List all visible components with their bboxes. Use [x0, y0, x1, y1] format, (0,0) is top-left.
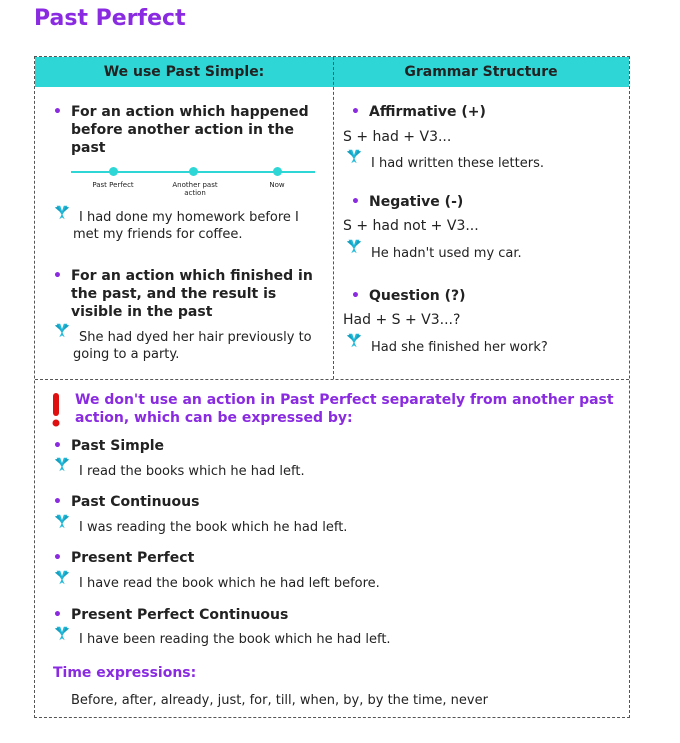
bird-icon — [345, 237, 363, 255]
affirmative-example: I had written these letters. — [371, 156, 544, 171]
affirmative-formula: S + had + V3... — [343, 129, 452, 145]
grammar-table — [34, 56, 630, 718]
bird-icon — [53, 321, 71, 339]
time-expressions-title: Time expressions: — [53, 665, 197, 681]
timeline-label-past-perfect: Past Perfect — [92, 181, 134, 189]
question-example: Had she finished her work? — [371, 340, 548, 355]
warning-text: We don't use an action in Past Perfect separately from another past action, which can be expressed by: — [75, 392, 614, 426]
tense-present-perfect: • Present Perfect — [71, 549, 194, 567]
row-divider — [35, 379, 629, 380]
tense-example-past-simple: I read the books which he had left. — [79, 464, 305, 479]
negative-example: He hadn't used my car. — [371, 246, 522, 261]
timeline-dot-past-perfect — [109, 167, 118, 176]
column-divider — [333, 57, 334, 379]
page-title: Past Perfect — [34, 6, 186, 31]
bird-icon — [53, 203, 71, 221]
use-2: • For an action which finished in the past, and the result is visible in the past — [71, 267, 321, 321]
header-left: We use Past Simple: — [35, 57, 333, 87]
question-label: • Question (?) — [369, 287, 466, 305]
time-expressions-list: Before, after, already, just, for, till, when, by, by the time, never — [71, 693, 488, 708]
tense-example-present-perfect: I have read the book which he had left before. — [79, 576, 380, 591]
tense-example-present-perfect-continuous: I have been reading the book which he had left. — [79, 632, 391, 647]
tense-past-continuous: • Past Continuous — [71, 493, 199, 511]
negative-label: • Negative (-) — [369, 193, 463, 211]
timeline-dot-now — [273, 167, 282, 176]
bird-icon — [345, 147, 363, 165]
example-2: She had dyed her hair previously to going to a party. — [73, 330, 312, 362]
tense-example-past-continuous: I was reading the book which he had left. — [79, 520, 348, 535]
affirmative-label: • Affirmative (+) — [369, 103, 486, 121]
timeline-label-another-past: Another past action — [172, 181, 218, 197]
header-right: Grammar Structure — [333, 57, 629, 87]
timeline-dot-another-past — [189, 167, 198, 176]
timeline-label-now: Now — [269, 181, 285, 189]
question-formula: Had + S + V3...? — [343, 312, 461, 328]
exclamation-icon — [51, 393, 61, 427]
bird-icon — [53, 568, 71, 586]
tense-present-perfect-continuous: • Present Perfect Continuous — [71, 606, 288, 624]
example-1: I had done my homework before I met my friends for coffee. — [73, 210, 299, 242]
negative-formula: S + had not + V3... — [343, 218, 479, 234]
bird-icon — [53, 624, 71, 642]
bird-icon — [53, 512, 71, 530]
bird-icon — [345, 331, 363, 349]
use-1: • For an action which happened before another action in the past — [71, 103, 311, 157]
tense-past-simple: • Past Simple — [71, 437, 164, 455]
bird-icon — [53, 455, 71, 473]
